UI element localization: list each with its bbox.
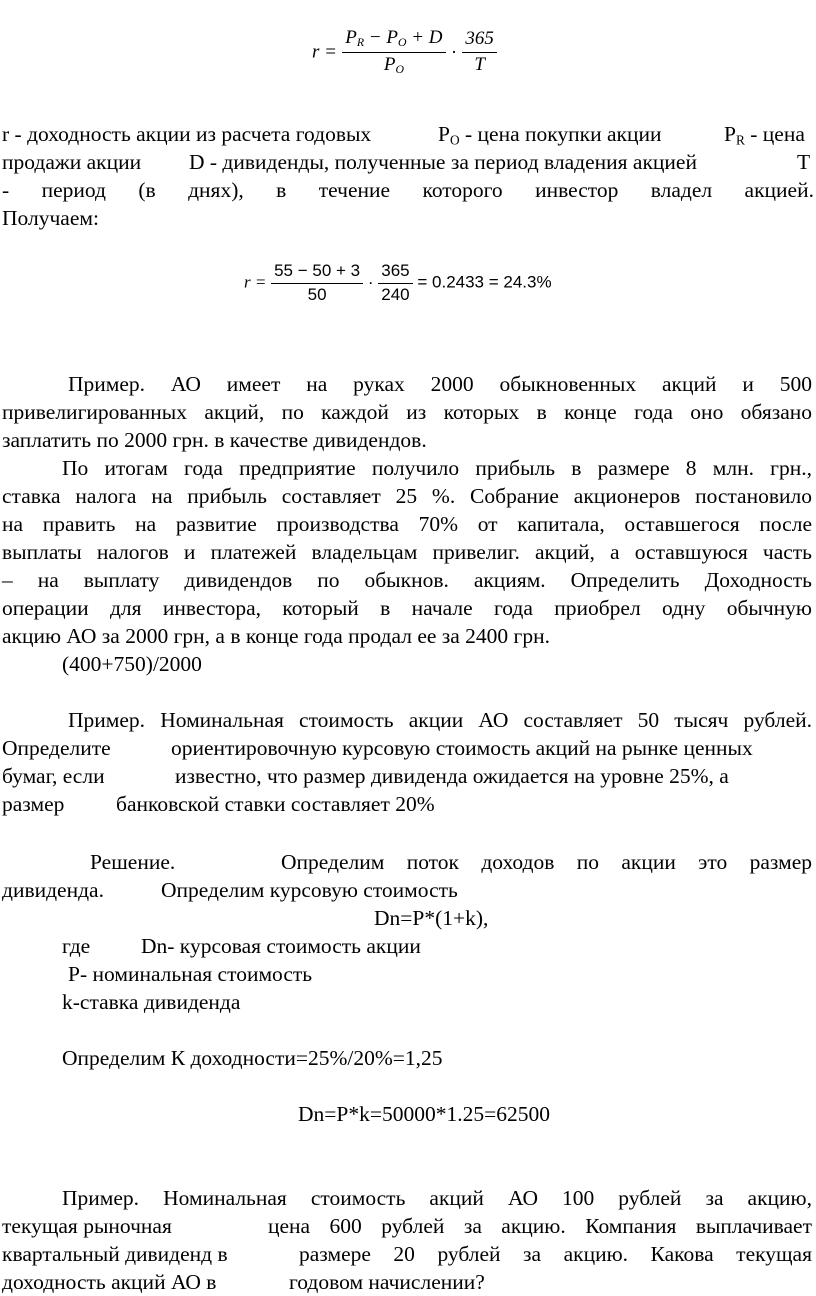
- example1-line2: привелигированных акций, по каждой из которых в конце года оно обязано: [2, 400, 812, 424]
- solution-line2b: Определим курсовую стоимость: [161, 878, 458, 902]
- example3-line1: Пример. Номинальная стоимость акций АО 100 рублей за акцию,: [62, 1186, 812, 1210]
- legend-result-label: Получаем:: [2, 206, 99, 230]
- legend-po: $P_O$ - цена покупки акции: [438, 122, 662, 148]
- example1-line6: на править на развитие производства 70% от капитала, оставшегося после: [2, 512, 812, 536]
- example1-answer: (400+750)/2000: [62, 652, 202, 676]
- solution-k-def: k-ставка дивиденда: [62, 990, 241, 1014]
- example1-line10: акцию АО за 2000 грн, а в конце года продал ее за 2400 грн.: [2, 624, 551, 648]
- example2-line4b: банковской ставки составляет 20%: [116, 792, 435, 816]
- example3-line4a: доходность акций АО в: [2, 1270, 217, 1294]
- example-formula: r = $\frac{55 - 50 + 3}{50}$ · $\frac{365}{240}$ = 0.2433 = 24.3%: [244, 261, 552, 304]
- solution-p-def: P- номинальная стоимость: [68, 962, 313, 986]
- example1-line8: – на выплату дивидендов по обыкнов. акциям. Определить Доходность: [2, 568, 812, 592]
- solution-label: Решение.: [90, 850, 176, 874]
- legend-t: T: [797, 150, 811, 174]
- solution-formula: Dn=P*(1+k),: [374, 906, 489, 930]
- solution-where: где: [62, 934, 91, 958]
- example3-line3a: квартальный дивиденд в: [2, 1242, 228, 1266]
- formula-fraction-main: $\frac{P_R - P_O + D}{P_O}$: [342, 28, 445, 77]
- legend-sale: продажи акции: [2, 150, 142, 174]
- example1-line9: операции для инвестора, который в начале года приобрел одну обычную: [2, 596, 812, 620]
- solution-result: Dn=P*k=50000*1.25=62500: [298, 1102, 550, 1126]
- example3-line2a: текущая рыночная: [2, 1214, 172, 1238]
- solution-line1: Определим поток доходов по акции это размер: [281, 850, 812, 874]
- example1-line3: заплатить по 2000 грн. в качестве дивидендов.: [2, 428, 427, 452]
- solution-line2a: дивиденда.: [2, 878, 104, 902]
- example3-line2b: цена 600 рублей за акцию. Компания выплачивает: [268, 1214, 812, 1238]
- example2-line2b: ориентировочную курсовую стоимость акций на рынке ценных: [171, 736, 753, 760]
- example2-line3b: известно, что размер дивиденда ожидается на уровне 25%, а: [175, 764, 729, 788]
- example2-line4a: размер: [2, 792, 65, 816]
- example2-line3a: бумаг, если: [2, 764, 105, 788]
- legend-d: D - дивиденды, полученные за период владения акцией: [189, 150, 697, 174]
- example1-line5: ставка налога на прибыль составляет 25 %. Собрание акционеров постановило: [2, 484, 812, 508]
- formula-dot: ·: [450, 41, 458, 63]
- legend-pr: $P_R$ - цена: [724, 122, 805, 148]
- example3-line3b: размере 20 рублей за акцию. Какова текущая: [299, 1242, 812, 1266]
- example2-line2a: Определите: [2, 736, 111, 760]
- return-formula: [312, 28, 497, 77]
- legend-period: - период (в днях), в течение которого инвестор владел акцией.: [2, 178, 814, 202]
- formula-lhs: r =: [312, 41, 337, 63]
- example1-line1: Пример. АО имеет на руках 2000 обыкновенных акций и 500: [68, 372, 812, 396]
- example1-line4: По итогам года предприятие получило прибыль в размере 8 млн. грн.,: [62, 456, 812, 480]
- example1-line7: выплаты налогов и платежей владельцам привелиг. акций, а оставшуюся часть: [2, 540, 812, 564]
- example2-line1: Пример. Номинальная стоимость акции АО составляет 50 тысяч рублей.: [68, 708, 812, 732]
- solution-dn-def: Dn- курсовая стоимость акции: [141, 934, 421, 958]
- legend-r: r - доходность акции из расчета годовых: [2, 122, 372, 146]
- formula-fraction-days: $\frac{365}{T}$: [462, 29, 497, 76]
- example3-line4b: годовом начислении?: [289, 1270, 485, 1294]
- solution-k-calc: Определим К доходности=25%/20%=1,25: [62, 1046, 443, 1070]
